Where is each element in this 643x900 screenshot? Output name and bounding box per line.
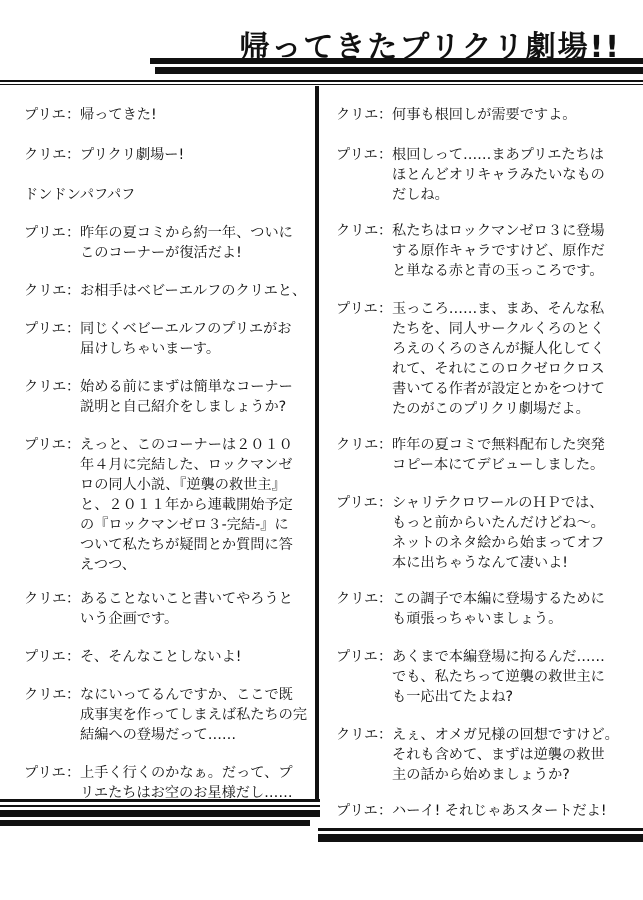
dialogue-text: えつつ、 [80, 557, 136, 573]
dialogue-text: 始める前にまずは簡単なコーナー [80, 379, 293, 395]
speaker-name: プリエ [336, 803, 378, 819]
dialogue-text: の『ロックマンゼロ３-完結-』に [80, 517, 289, 533]
speaker-colon: ： [66, 321, 81, 337]
dialogue-text: そ、そんなことしないよ! [80, 649, 242, 665]
dialogue-text: ほとんどオリキャラみたいなもの [392, 167, 605, 183]
dialogue-text: 同じくベビーエルフのプリエがお [80, 321, 292, 337]
dialogue-text: と単なる赤と青の玉っころです。 [392, 263, 604, 279]
speaker-name: プリエ [24, 321, 66, 337]
dialogue-text: 玉っころ……ま、まあ、そんな私 [392, 301, 605, 317]
dialogue-text: 何事も根回しが需要ですよ。 [392, 107, 577, 123]
speaker-name: プリエ [336, 495, 378, 511]
speaker-name: クリエ [336, 727, 379, 743]
speaker-name: プリエ [24, 765, 66, 781]
dialogue-text: ネットのネタ絵から始まってオフ [392, 535, 605, 551]
speaker-name: プリエ [336, 147, 378, 163]
dialogue-text: ドンドンパフパフ [24, 187, 136, 203]
dialogue-text: 結編への登場だって…… [80, 727, 237, 743]
dialogue-text: 主の話から始めましょうか? [392, 767, 570, 783]
dialogue-text: 年４月に完結した、ロックマンゼ [80, 457, 293, 473]
dialogue-text: する原作キャラですけど、原作だ [392, 243, 605, 259]
dialogue-text: それも含めて、まずは逆襲の救世 [392, 747, 605, 763]
dialogue-text: あくまで本編登場に拘るんだ…… [392, 649, 605, 665]
dialogue-entry [336, 801, 607, 821]
dialogue-text: このコーナーが復活だよ! [80, 245, 242, 261]
speaker-colon: ： [66, 765, 81, 781]
speaker-name: プリエ [24, 649, 66, 665]
dialogue-text: 根回しって……まあプリエたちは [392, 147, 604, 163]
dialogue-entry [336, 105, 576, 125]
speaker-colon: ： [66, 649, 81, 665]
dialogue-text: たのがこのプリクリ劇場だよ。 [392, 401, 590, 417]
dialogue-entry [24, 281, 306, 301]
dialogue-text: 本に出ちゃうなんて凄いよ! [392, 555, 568, 571]
speaker-colon: ： [378, 727, 393, 743]
dialogue-entry [336, 299, 605, 419]
dialogue-text: も一応出てたよね? [392, 689, 514, 705]
speaker-name: クリエ [24, 379, 67, 395]
speaker-name: クリエ [24, 687, 67, 703]
speaker-colon: ： [66, 437, 81, 453]
dialogue-text: お相手はベビーエルフのクリエと、 [80, 283, 307, 299]
speaker-name: クリエ [24, 591, 67, 607]
speaker-name: クリエ [336, 591, 379, 607]
dialogue-entry [24, 763, 293, 803]
speaker-colon: ： [66, 107, 81, 123]
dialogue-entry [336, 435, 605, 475]
dialogue-text: ついて私たちが疑問とか質問に答 [80, 537, 293, 553]
dialogue-text: 帰ってきた! [80, 107, 157, 123]
dialogue-text: 私たちはロックマンゼロ３に登場 [392, 223, 605, 239]
dialogue-text: コピー本にてデビューしました。 [392, 457, 605, 473]
speaker-name: プリエ [336, 649, 378, 665]
dialogue-text: なにいってるんですか、ここで既 [80, 687, 293, 703]
dialogue-entry [336, 647, 605, 707]
dialogue-entry [24, 145, 184, 165]
speaker-colon: ： [378, 591, 393, 607]
dialogue-text: 書いてる作者が設定とかをつけて [392, 381, 605, 397]
speaker-colon: ： [66, 379, 81, 395]
dialogue-text: 成事実を作ってしまえば私たちの完 [80, 707, 308, 723]
speaker-colon: ： [66, 283, 81, 299]
dialogue-entry [336, 493, 605, 573]
dialogue-entry [24, 377, 293, 417]
dialogue-text: あることないこと書いてやろうと [80, 591, 293, 607]
dialogue-text: ハーイ! それじゃあスタートだよ! [392, 803, 607, 819]
dialogue-text: もっと前からいたんだけどね～。 [392, 515, 605, 531]
dialogue-entry [336, 589, 605, 629]
speaker-name: プリエ [24, 437, 66, 453]
dialogue-text: だしね。 [392, 187, 449, 203]
dialogue-entry [24, 647, 241, 667]
dialogue-text: リエたちはお空のお星様だし…… [80, 785, 293, 801]
dialogue-entry [336, 145, 605, 205]
speaker-colon: ： [378, 649, 393, 665]
dialogue-entry [24, 223, 293, 263]
page-title: 帰ってきたプリクリ劇場!! [239, 30, 621, 65]
dialogue-text: 説明と自己紹介をしましょうか? [80, 399, 287, 415]
dialogue-entry [24, 435, 293, 575]
dialogue-text: ろえのくろのさんが擬人化してく [392, 341, 605, 357]
speaker-name: クリエ [336, 107, 379, 123]
speaker-colon: ： [66, 225, 81, 241]
dialogue-text: この調子で本編に登場するために [392, 591, 605, 607]
dialogue-text: いう企画です。 [80, 611, 179, 627]
dialogue-text: ロの同人小説、『逆襲の救世主』 [80, 477, 286, 493]
dialogue-entry [24, 685, 307, 745]
dialogue-text: 届けしちゃいまーす。 [80, 341, 221, 357]
speaker-name: クリエ [24, 147, 67, 163]
speaker-colon: ： [66, 687, 81, 703]
speaker-colon: ： [378, 495, 393, 511]
dialogue-text: れて、それにこのロクゼロクロス [392, 361, 605, 377]
speaker-name: クリエ [24, 283, 67, 299]
speaker-colon: ： [66, 591, 81, 607]
speaker-name: プリエ [336, 301, 378, 317]
dialogue-text: えっと、このコーナーは２０１０ [80, 437, 293, 453]
dialogue-text: 昨年の夏コミから約一年、ついに [80, 225, 293, 241]
dialogue-text: も頑張っちゃいましょう。 [392, 611, 563, 627]
dialogue-entry [336, 725, 619, 785]
dialogue-entry [24, 319, 291, 359]
dialogue-text: 上手く行くのかなぁ。だって、プ [80, 765, 293, 781]
speaker-name: プリエ [24, 225, 66, 241]
dialogue-text: えぇ、オメガ兄様の回想ですけど。 [392, 727, 619, 743]
dialogue-entry [24, 589, 293, 629]
dialogue-text: たちを、同人サークルくろのとく [392, 321, 605, 337]
dialogue-entry [336, 221, 605, 281]
dialogue-entry [24, 105, 157, 125]
speaker-colon: ： [378, 301, 393, 317]
dialogue-text: でも、私たちって逆襲の救世主に [392, 669, 605, 685]
speaker-colon: ： [66, 147, 81, 163]
speaker-colon: ： [378, 223, 393, 239]
speaker-colon: ： [378, 147, 393, 163]
speaker-name: クリエ [336, 437, 379, 453]
dialogue-entry [24, 185, 135, 205]
dialogue-text: シャリテクロワールのＨＰでは、 [392, 495, 604, 511]
dialogue-text: 昨年の夏コミで無料配布した突発 [392, 437, 605, 453]
speaker-colon: ： [378, 107, 393, 123]
dialogue-text: と、２０１１年から連載開始予定 [80, 497, 293, 513]
dialogue-text: プリクリ劇場ー! [80, 147, 185, 163]
speaker-name: クリエ [336, 223, 379, 239]
speaker-name: プリエ [24, 107, 66, 123]
speaker-colon: ： [378, 803, 393, 819]
speaker-colon: ： [378, 437, 393, 453]
